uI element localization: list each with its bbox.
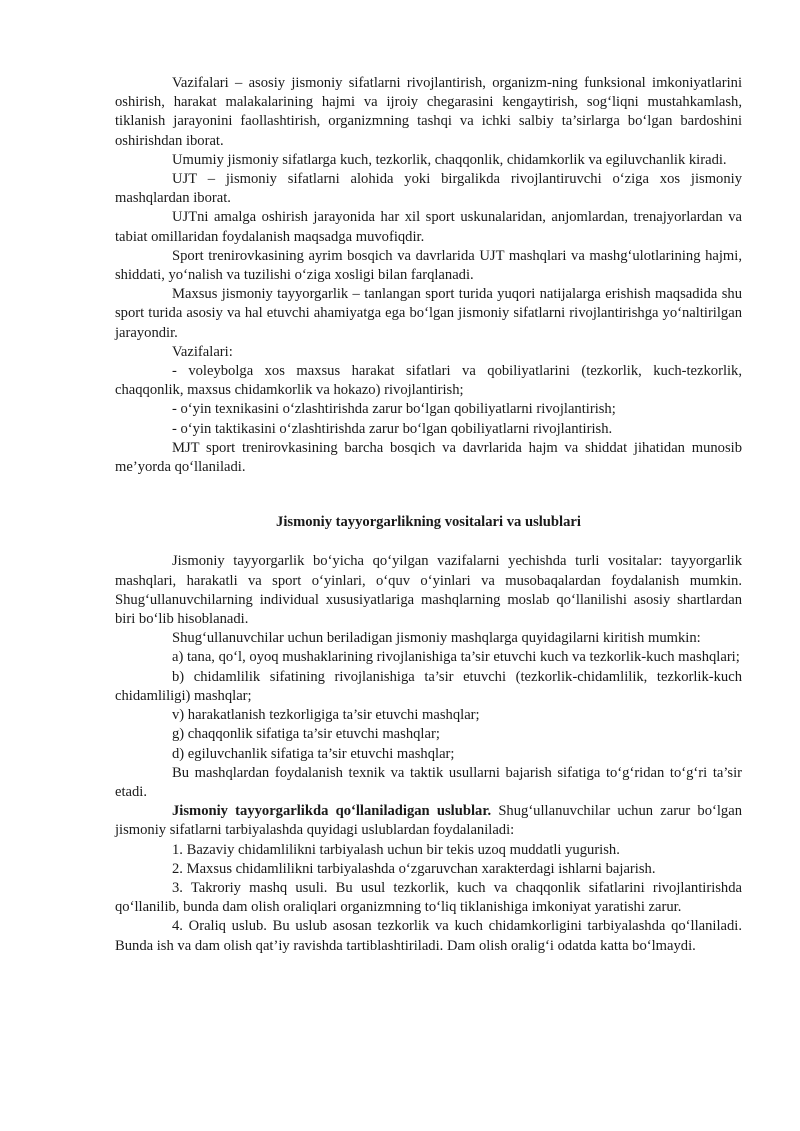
list-item-method-1: 1. Bazaviy chidamlilikni tarbiyalash uchun bir tekis uzoq muddatli yugurish. [172,841,620,858]
list-item-exercise-d: d) egiluvchanlik sifatiga ta’sir etuvchi mashqlar; [172,745,455,762]
paragraph-ujt-equipment: UJTni amalga oshirish jarayonida har xil sport uskunalaridan, anjomlardan, trenajyorlardan va tabiat omillaridan foydalanish maqsadga muvofiqdir. [115,209,742,245]
paragraph-mjt-usage: MJT sport trenirovkasining barcha bosqich va davrlarida hajm va shiddat jihatidan munosib me’yorda qo‘llaniladi. [115,439,742,476]
list-item-exercise-a: a) tana, qo‘l, oyoq mushaklarining rivojlanishiga ta’sir etuvchi kuch va tezkorlik-kuch mashqlari; [172,649,740,666]
list-item-exercise-b: b) chidamlilik sifatining rivojlanishiga ta’sir etuvchi (tezkorlik-chidamlilik, tezkorlik-kuch chidamliligi) mashqlar; [115,668,742,704]
list-item-task-2: - o‘yin texnikasini o‘zlashtirishda zarur bo‘lgan qobiliyatlarni rivojlantirish; [172,401,616,418]
list-item-method-4: 4. Oraliq uslub. Bu uslub asosan tezkorlik va kuch chidamkorligini tarbiyalashda qo‘llaniladi. Bunda ish va dam olish qat’iy ravishda tartiblashtiriladi. Dam olish oralig‘i odatda katta bo‘lmaydi. [115,918,742,954]
list-item-method-3: 3. Takroriy mashq usuli. Bu usul tezkorlik, kuch va chaqqonlik sifatlarini rivojlantirishda qo‘llanilib, bunda dam olish oraliqlari organizmning to‘liq tiklanishiga imkoniyat yaratishi zarur. [115,879,742,916]
paragraph-general-qualities: Umumiy jismoniy sifatlarga kuch, tezkorlik, chaqqonlik, chidamkorlik va egiluvchanlik kiradi. [172,151,727,168]
paragraph-tasks: Vazifalari – asosiy jismoniy sifatlarni rivojlantirish, organizm-ning funksional imkoniyatlarini oshirish, harakat malakalarining hajmi va ijroiy chegarasini kengaytirish, sog‘liqni mustahkamlash, tiklanish jarayonini faollashtirish, organizmning tashqi va ichki salbiy ta’sirlarga bo‘lgan bardoshini oshirishdan iborat. [115,75,742,149]
section-spacer [115,532,742,552]
methods-lead-rest: Shug‘ullanuvchilar uchun zarur bo‘lgan jismoniy sifatlarni tarbiyalashda quyidagi uslublardan foydalaniladi: [115,803,743,839]
paragraph-exercises-intro: Shug‘ullanuvchilar uchun beriladigan jismoniy mashqlarga quyidagilarni kiritish mumkin: [172,630,701,647]
section-spacer [115,477,742,513]
list-item-task-3: - o‘yin taktikasini o‘zlashtirishda zarur bo‘lgan qobiliyatlarni rivojlantirish. [172,420,613,437]
list-item-task-1: - voleybolga xos maxsus harakat sifatlari va qobiliyatlarini (tezkorlik, kuch-tezkorlik, chaqqonlik, maxsus chidamkorlik va hokazo) rivojlantirish; [115,363,742,399]
paragraph-ujt-training-stages: Sport trenirovkasining ayrim bosqich va davrlarida UJT mashqlari va mashg‘ulotlarining hajmi, shiddati, yo‘nalish va tuzilishi o‘ziga xosligi bilan farqlanadi. [115,247,742,284]
list-item-method-2: 2. Maxsus chidamlilikni tarbiyalashda o‘zgaruvchan xarakterdagi ishlarni bajarish. [172,860,656,877]
paragraph-exercises-effect: Bu mashqlardan foydalanish texnik va taktik usullarni bajarish sifatiga to‘g‘ridan to‘g‘ri ta’sir etadi. [115,764,742,800]
document-page [115,74,742,956]
paragraph-tasks-label: Vazifalari: [172,343,233,360]
paragraph-ujt-definition: UJT – jismoniy sifatlarni alohida yoki birgalikda rivojlantiruvchi o‘ziga xos jismoniy mashqlardan iborat. [115,171,742,207]
list-item-exercise-g: g) chaqqonlik sifatiga ta’sir etuvchi mashqlar; [172,726,440,743]
paragraph-methods-intro [115,802,742,840]
list-item-exercise-v: v) harakatlanish tezkorligiga ta’sir etuvchi mashqlar; [172,707,480,724]
section-heading: Jismoniy tayyorgarlikning vositalari va uslublari [276,514,581,531]
paragraph-mjt-definition: Maxsus jismoniy tayyorgarlik – tanlangan sport turida yuqori natijalarga erishish maqsadida shu sport turida asosiy va hal etuvchi ahamiyatga ega bo‘lgan jismoniy sifatlarni rivojlantirishga yo‘naltirilgan jarayondir. [115,286,742,341]
methods-lead-bold: Jismoniy tayyorgarlikda qo‘llaniladigan uslublar. [172,803,492,820]
paragraph-means: Jismoniy tayyorgarlik bo‘yicha qo‘yilgan vazifalarni yechishda turli vositalar: tayyorgarlik mashqlari, harakatli va sport o‘yinlari, o‘quv o‘yinlari va musobaqalardan foydalanish mumkin. Shug‘ullanuvchilarning individual xususiyatlariga mashqlarning moslab qo‘llanilishi asosiy shartlardan biri bo‘lib hisoblanadi. [115,553,742,628]
